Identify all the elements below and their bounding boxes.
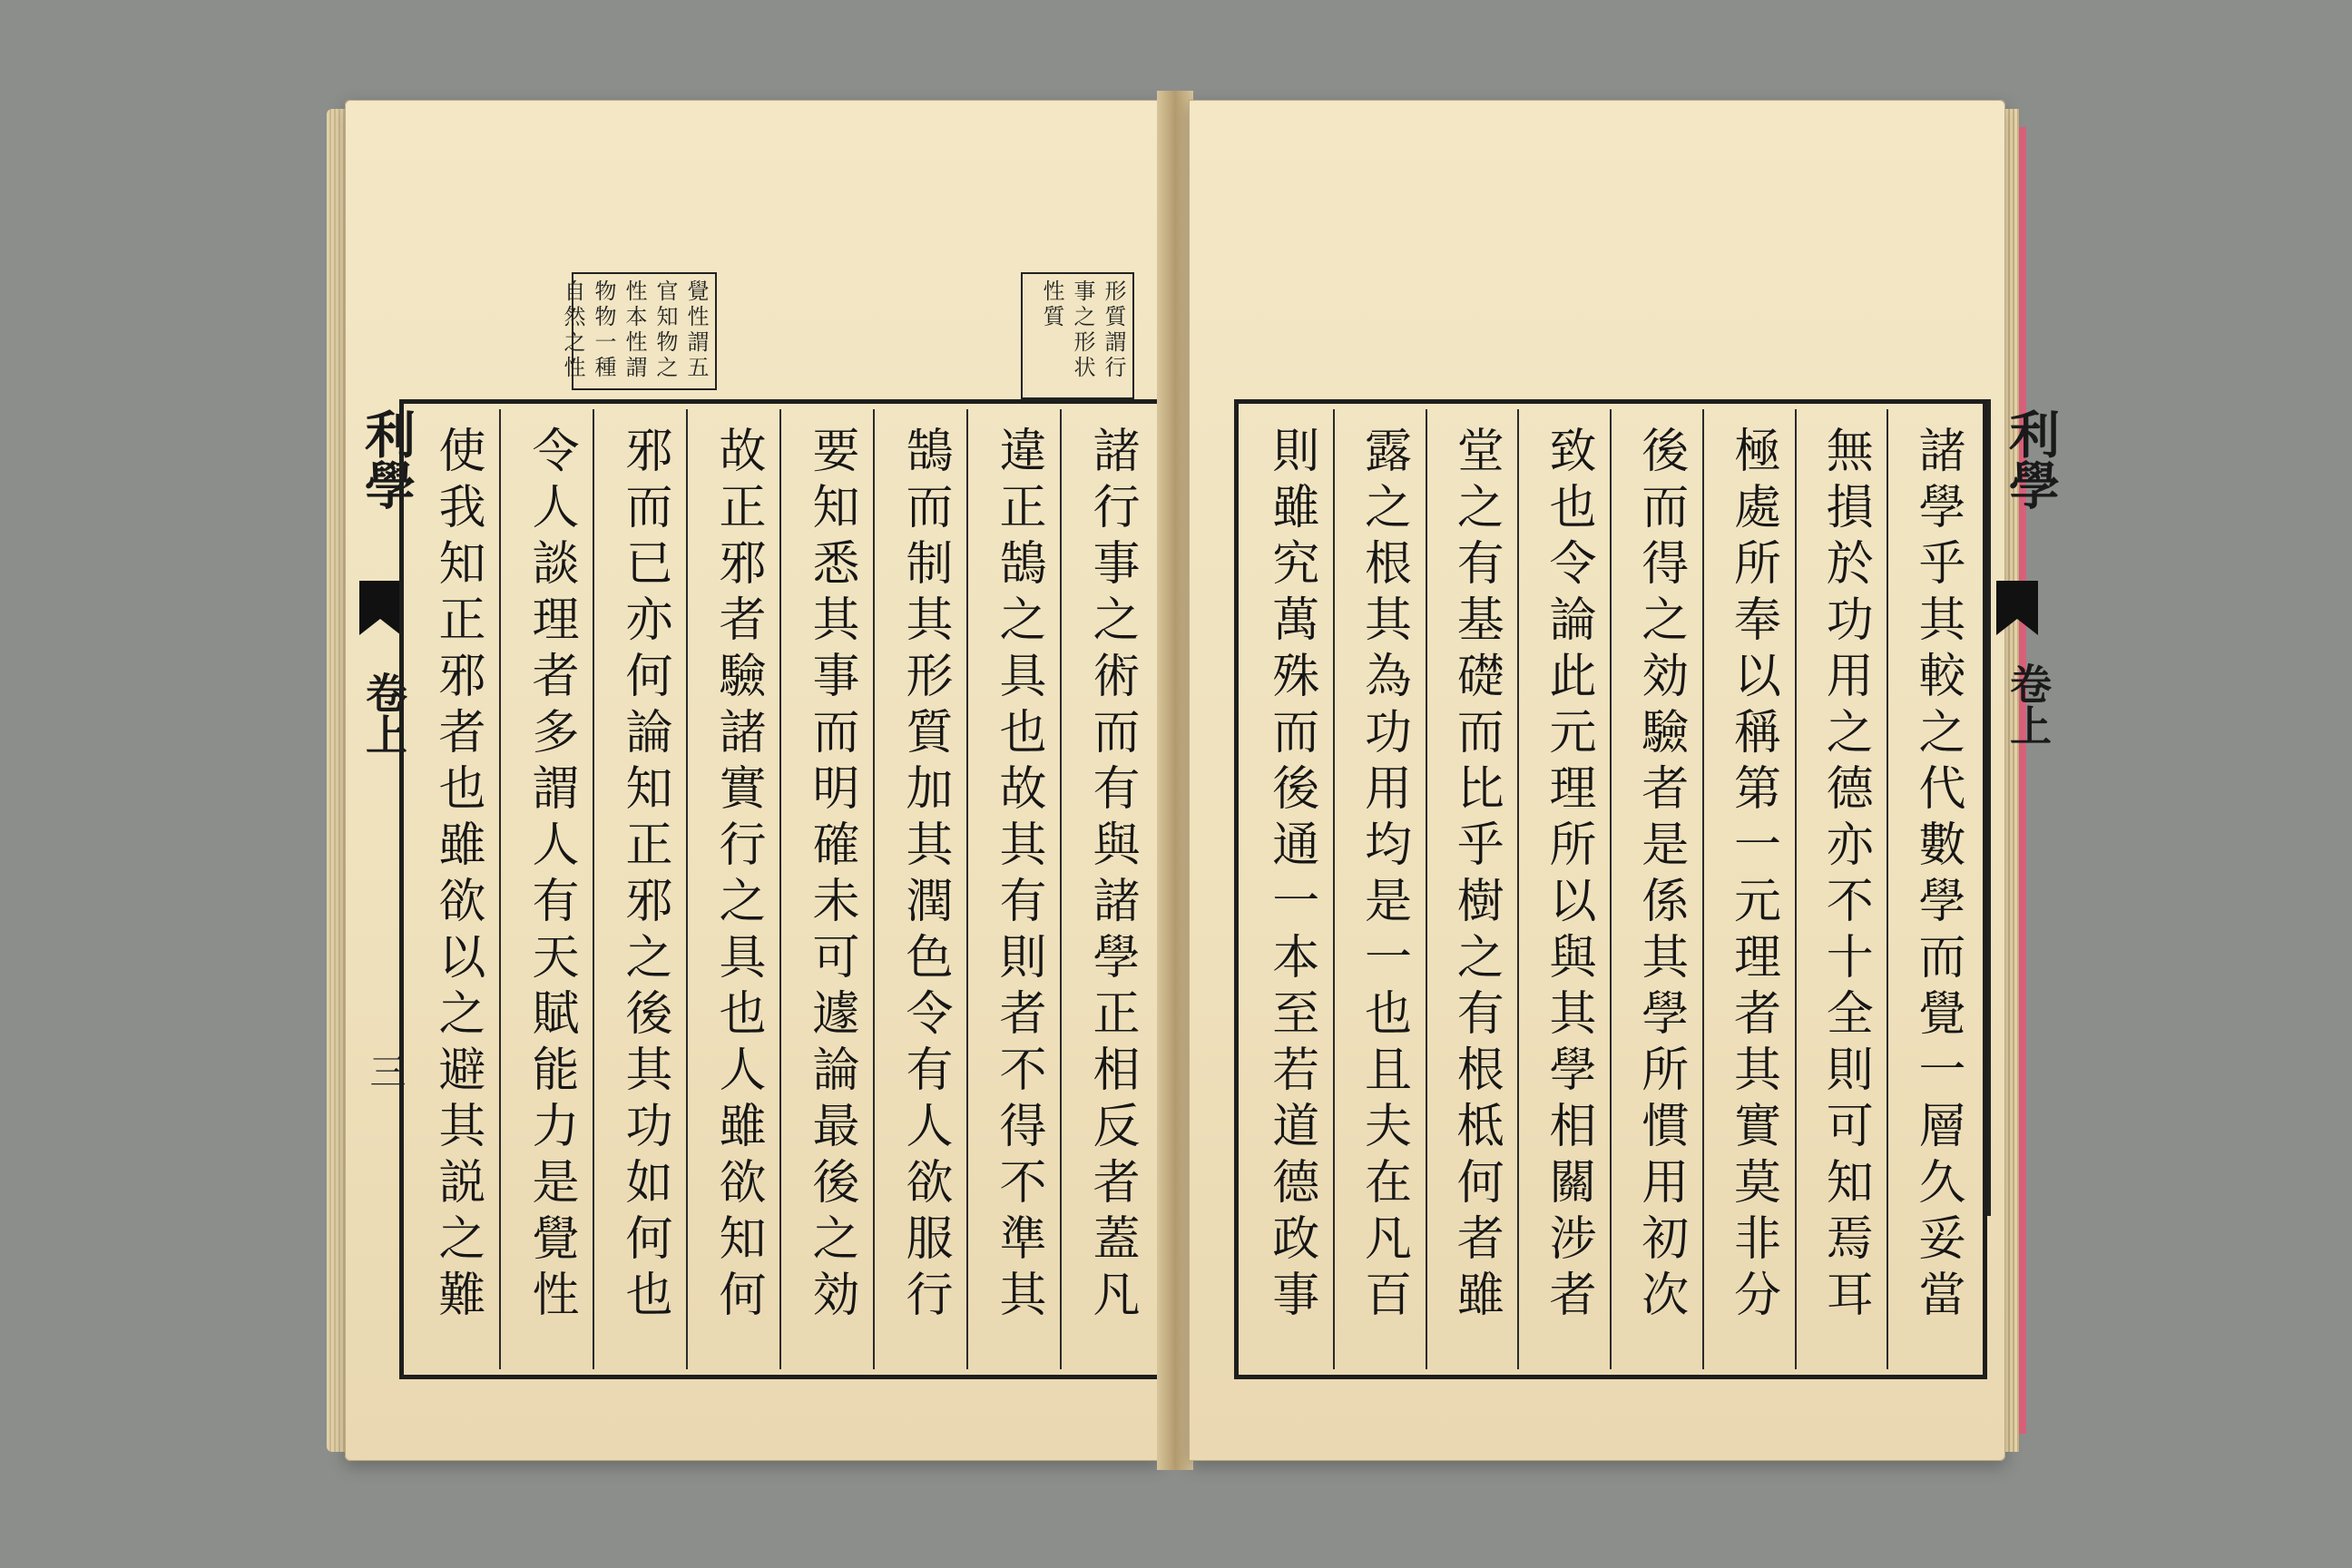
text-column: 邪而已亦何論知正邪之後其功如何也 (593, 409, 686, 1369)
page-number: 三 (364, 1053, 406, 1089)
fish-tail-mark-icon (1996, 581, 2038, 635)
text-column: 使我知正邪者也雖欲以之避其説之難 (430, 426, 485, 1326)
left-page (345, 100, 1161, 1461)
volume-label-margin: 卷上 (359, 671, 408, 755)
text-column: 則雖究萬殊而後通一本至若道德政事 (1263, 426, 1318, 1326)
book-title-margin: 利學 (2001, 408, 2061, 510)
text-column: 堂之有基礎而比乎樹之有根柢何者雖 (1426, 409, 1518, 1369)
volume-label-margin: 卷上 (2004, 662, 2053, 746)
right-text-frame (1234, 399, 1987, 1379)
text-column: 極處所奉以稱第一元理者其實莫非分 (1702, 409, 1795, 1369)
text-column: 諸行事之術而有與諸學正相反者蓋凡 (1060, 409, 1153, 1369)
header-note-form: 形質謂行事之形状性質 (1021, 272, 1134, 399)
book-title-margin: 利學 (357, 408, 416, 510)
left-margin-strip (357, 399, 416, 1379)
text-column: 鵠而制其形質加其潤色令有人欲服行 (873, 409, 966, 1369)
text-column: 違正鵠之具也故其有則者不得不準其 (966, 409, 1060, 1369)
open-book (327, 91, 2061, 1470)
header-note-sense: 覺性謂五官知物之性本性謂物物一種自然之性 (572, 272, 717, 390)
text-column: 後而得之効驗者是係其學所慣用初次 (1610, 409, 1702, 1369)
text-column: 露之根其為功用均是一也且夫在凡百 (1333, 409, 1426, 1369)
bleed-through-text (381, 272, 412, 381)
fish-tail-mark-icon (359, 581, 401, 635)
text-column: 令人談理者多謂人有天賦能力是覺性 (499, 409, 593, 1369)
right-margin-strip (1987, 399, 2061, 1216)
text-column: 要知悉其事而明確未可遽論最後之効 (779, 409, 873, 1369)
book-gutter (1157, 91, 1193, 1470)
left-text-frame (399, 399, 1161, 1379)
text-column: 故正邪者驗諸實行之具也人雖欲知何 (686, 409, 779, 1369)
text-column: 諸學乎其較之代數學而覺一層久妥當 (1886, 409, 1979, 1369)
text-column: 無損於功用之德亦不十全則可知焉耳 (1795, 409, 1887, 1369)
right-page (1189, 100, 2061, 1461)
text-column: 致也令論此元理所以與其學相關涉者 (1517, 409, 1610, 1369)
